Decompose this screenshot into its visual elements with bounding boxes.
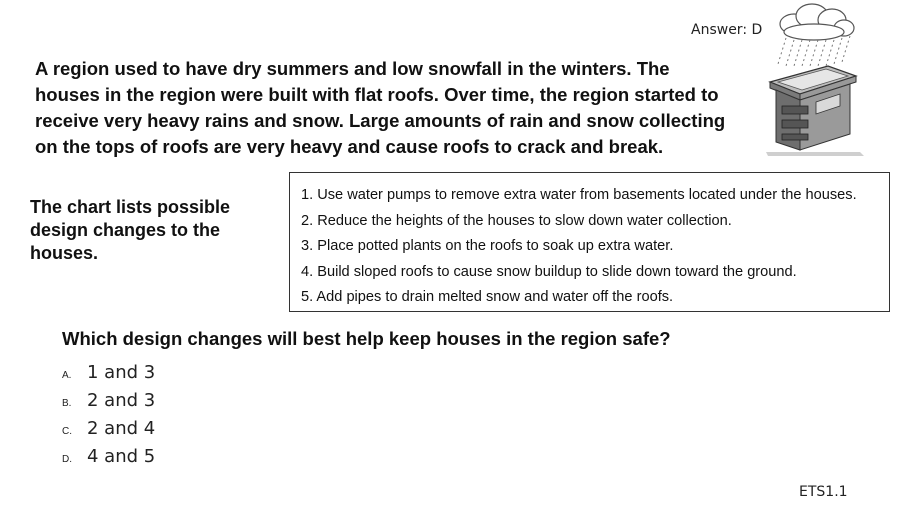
choice-c[interactable] <box>62 418 155 446</box>
answer-label: Answer: D <box>691 22 763 38</box>
chart-item: 5. Add pipes to drain melted snow and water off the roofs. <box>301 289 674 306</box>
chart-item: 1. Use water pumps to remove extra water from basements located under the houses. <box>301 187 857 203</box>
choice-letter: A. <box>62 370 72 381</box>
choice-a[interactable] <box>62 362 155 390</box>
chart-intro: The chart lists possible design changes to the houses. <box>30 197 231 263</box>
answer-choices <box>62 362 155 474</box>
choice-text: 1 and 3 <box>87 362 156 383</box>
standard-code: ETS1.1 <box>799 484 848 500</box>
choice-letter: D. <box>62 454 72 465</box>
design-changes-chart <box>289 172 890 312</box>
choice-b[interactable] <box>62 390 155 418</box>
choice-d[interactable] <box>62 446 155 474</box>
chart-item: 3. Place potted plants on the roofs to soak up extra water. <box>301 238 674 255</box>
choice-letter: B. <box>62 398 72 409</box>
choice-letter: C. <box>62 426 72 437</box>
choice-text: 4 and 5 <box>87 446 156 467</box>
choice-text: 2 and 4 <box>87 418 156 439</box>
choice-text: 2 and 3 <box>87 390 156 411</box>
rain-cloud-house-icon <box>764 2 864 157</box>
chart-item: 4. Build sloped roofs to cause snow buildup to slide down toward the ground. <box>301 263 797 280</box>
question-passage: A region used to have dry summers and low snowfall in the winters. The houses in the region were built with flat roofs. Over time, the region started to receive very heavy rains and snow. Large amounts of rain and snow collecting on the tops of roofs are very heavy and cause roofs to crack and break. <box>35 58 726 157</box>
chart-item: 2. Reduce the heights of the houses to slow down water collection. <box>301 212 732 229</box>
question-prompt: Which design changes will best help keep houses in the region safe? <box>62 328 671 349</box>
